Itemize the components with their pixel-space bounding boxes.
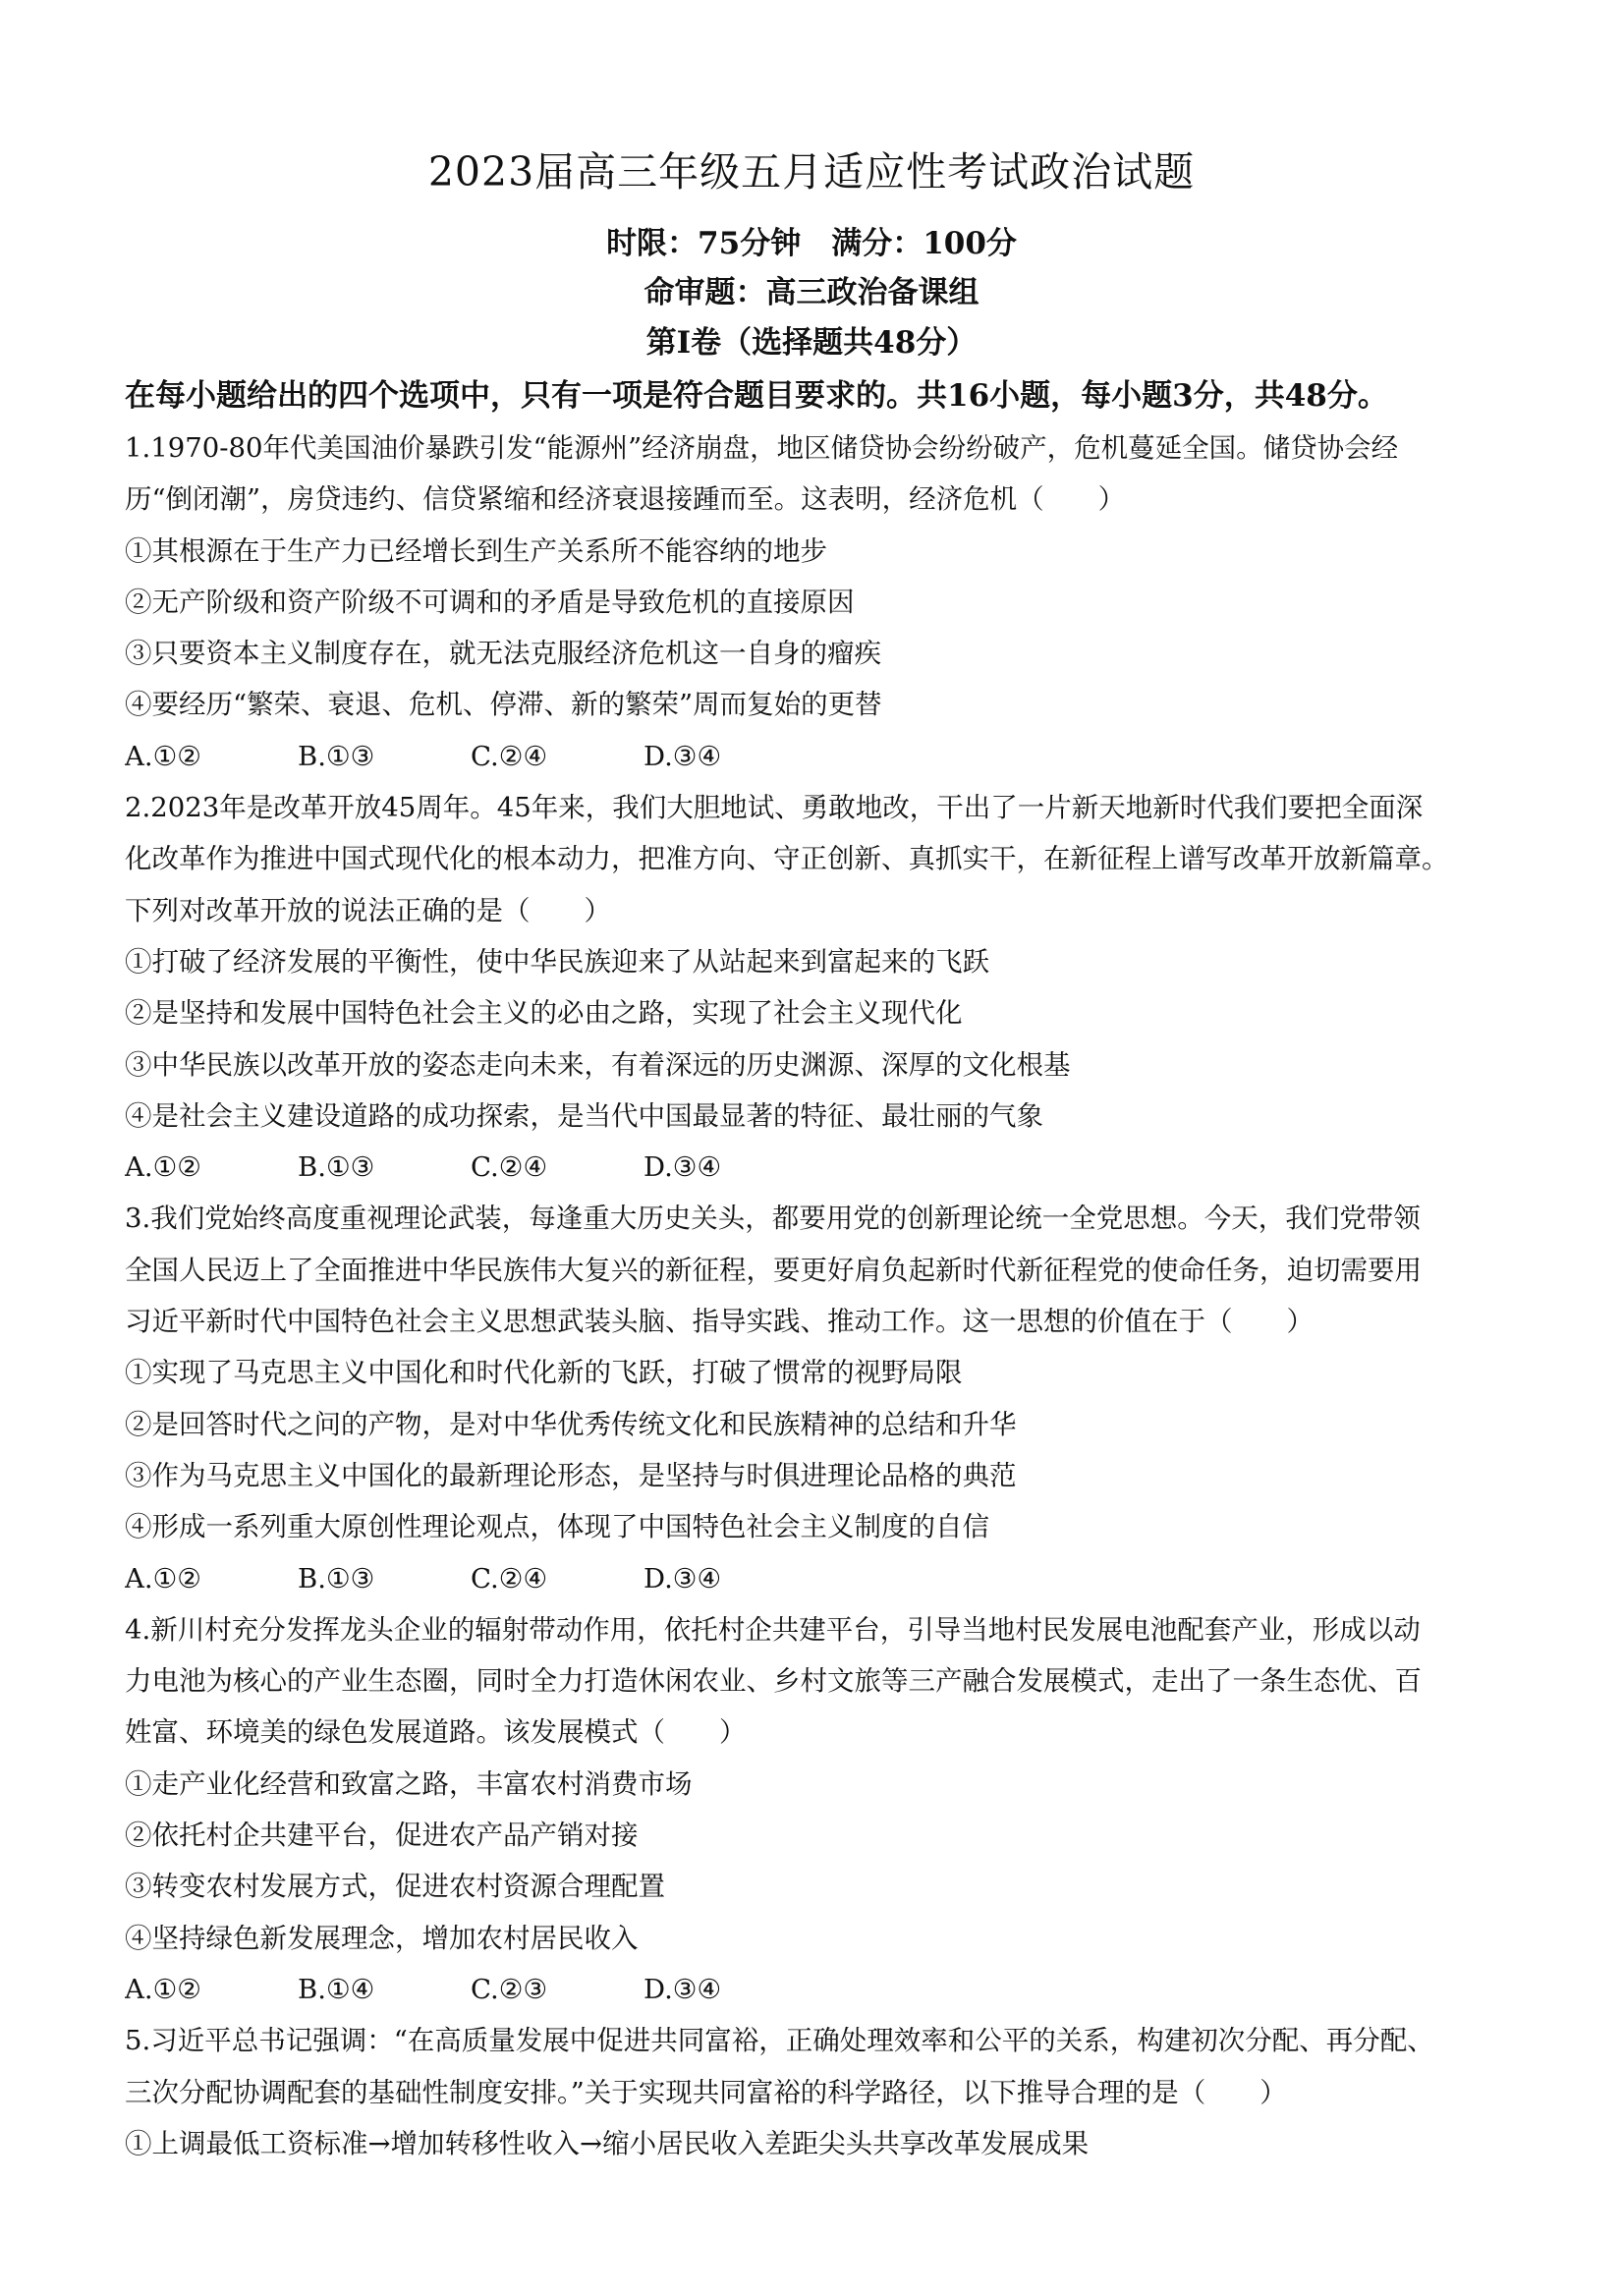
question-stem-line: 姓富、环境美的绿色发展道路。该发展模式（ ） <box>125 1716 747 1749</box>
statement-item: ③只要资本主义制度存在，就无法克服经济危机这一自身的瘤疾 <box>125 638 881 670</box>
answer-option[interactable]: D.③④ <box>644 1151 722 1184</box>
statement-item: ④坚持绿色新发展理念，增加农村居民收入 <box>125 1922 639 1954</box>
statement-item: ②依托村企共建平台，促进农产品产销对接 <box>125 1820 639 1852</box>
answer-option[interactable]: C.②④ <box>471 740 548 772</box>
statement-item: ③作为马克思主义中国化的最新理论形态，是坚持与时俱进理论品格的典范 <box>125 1459 1017 1491</box>
answer-options <box>125 1964 1520 2015</box>
question-stem-line: 历“倒闭潮”，房贷违约、信贷紧缩和经济衰退接踵而至。这表明，经济危机（ ） <box>125 483 1126 516</box>
statement-item: ①走产业化经营和致富之路，丰富农村消费市场 <box>125 1767 693 1800</box>
statement-item: ③转变农村发展方式，促进农村资源合理配置 <box>125 1871 665 1903</box>
answer-option[interactable]: D.③④ <box>644 1973 722 2005</box>
question-stem-line: 习近平新时代中国特色社会主义思想武装头脑、指导实践、推动工作。这一思想的价值在于（ ） <box>125 1306 1314 1338</box>
question-stem-line: 化改革作为推进中国式现代化的根本动力，把准方向、守正创新、真抓实干，在新征程上谱写改革开放新篇章。 <box>125 843 1449 875</box>
answer-options <box>125 731 1520 782</box>
question-stem-line: 2.2023年是改革开放45周年。45年来，我们大胆地试、勇敢地改，干出了一片新天地新时代我们要把全面深 <box>125 792 1424 824</box>
question-5 <box>125 2015 1520 2169</box>
time-score-line: 时限：75分钟 满分：100分 <box>606 226 1017 261</box>
statement-item: ①上调最低工资标准→增加转移性收入→缩小居民收入差距尖头共享改革发展成果 <box>125 2127 1090 2159</box>
answer-options <box>125 1553 1520 1604</box>
answer-option[interactable]: A.①② <box>125 740 201 772</box>
statement-item: ④是社会主义建设道路的成功探索，是当代中国最显著的特征、最壮丽的气象 <box>125 1099 1043 1132</box>
answer-option[interactable]: B.①③ <box>298 1562 375 1595</box>
answer-option[interactable]: B.①③ <box>298 1151 375 1184</box>
answer-option[interactable]: A.①② <box>125 1562 201 1595</box>
section-heading: 第Ⅰ卷（选择题共48分） <box>645 325 978 361</box>
question-stem-line: 3.我们党始终高度重视理论武装，每逢重大历史关头，都要用党的创新理论统一全党思想。今天，我们党带领 <box>125 1203 1421 1235</box>
answer-option[interactable]: C.②④ <box>471 1151 548 1184</box>
statement-item: ②是坚持和发展中国特色社会主义的必由之路，实现了社会主义现代化 <box>125 997 963 1030</box>
answer-option[interactable]: B.①④ <box>298 1973 375 2005</box>
question-stem-line: 下列对改革开放的说法正确的是（ ） <box>125 894 611 926</box>
exam-title: 2023届高三年级五月适应性考试政治试题 <box>427 148 1196 196</box>
statement-item: ①打破了经济发展的平衡性，使中华民族迎来了从站起来到富起来的飞跃 <box>125 945 989 978</box>
question-2 <box>125 782 1520 1193</box>
answer-option[interactable]: C.②③ <box>471 1973 548 2005</box>
statement-item: ①实现了马克思主义中国化和时代化新的飞跃，打破了惯常的视野局限 <box>125 1357 963 1389</box>
statement-item: ③中华民族以改革开放的姿态走向未来，有着深远的历史渊源、深厚的文化根基 <box>125 1048 1071 1081</box>
statement-item: ④要经历“繁荣、衰退、危机、停滞、新的繁荣”周而复始的更替 <box>125 689 882 721</box>
question-stem-line: 5.习近平总书记强调：“在高质量发展中促进共同富裕，正确处理效率和公平的关系，构建初次分配、再分配、 <box>125 2025 1434 2057</box>
statement-item: ④形成一系列重大原创性理论观点，体现了中国特色社会主义制度的自信 <box>125 1511 989 1543</box>
answer-option[interactable]: B.①③ <box>298 740 375 772</box>
instruction-text: 在每小题给出的四个选项中，只有一项是符合题目要求的。共16小题，每小题3分，共48分。 <box>125 378 1388 414</box>
statement-item: ②无产阶级和资产阶级不可调和的矛盾是导致危机的直接原因 <box>125 586 855 618</box>
question-3 <box>125 1193 1520 1603</box>
answer-options <box>125 1142 1520 1193</box>
question-stem-line: 三次分配协调配套的基础性制度安排。”关于实现共同富裕的科学路径，以下推导合理的是（ ） <box>125 2076 1287 2108</box>
answer-option[interactable]: C.②④ <box>471 1562 548 1595</box>
statement-item: ①其根源在于生产力已经增长到生产关系所不能容纳的地步 <box>125 534 827 567</box>
question-4 <box>125 1604 1520 2015</box>
question-stem-line: 1.1970-80年代美国油价暴跌引发“能源州”经济崩盘，地区储贷协会纷纷破产，危机蔓延全国。储贷协会经 <box>125 432 1399 464</box>
answer-option[interactable]: A.①② <box>125 1973 201 2005</box>
question-stem-line: 力电池为核心的产业生态圈，同时全力打造休闲农业、乡村文旅等三产融合发展模式，走出了一条生态优、百 <box>125 1665 1422 1698</box>
answer-option[interactable]: D.③④ <box>644 1562 722 1595</box>
question-stem-line: 全国人民迈上了全面推进中华民族伟大复兴的新征程，要更好肩负起新时代新征程党的使命任务，迫切需要用 <box>125 1254 1422 1286</box>
question-stem-line: 4.新川村充分发挥龙头企业的辐射带动作用，依托村企共建平台，引导当地村民发展电池配套产业，形成以动 <box>125 1613 1421 1646</box>
question-list <box>125 422 1520 2169</box>
author-line: 命审题：高三政治备课组 <box>644 275 979 310</box>
statement-item: ②是回答时代之问的产物，是对中华优秀传统文化和民族精神的总结和升华 <box>125 1408 1017 1440</box>
question-1 <box>125 422 1520 782</box>
answer-option[interactable]: A.①② <box>125 1151 201 1184</box>
answer-option[interactable]: D.③④ <box>644 740 722 772</box>
